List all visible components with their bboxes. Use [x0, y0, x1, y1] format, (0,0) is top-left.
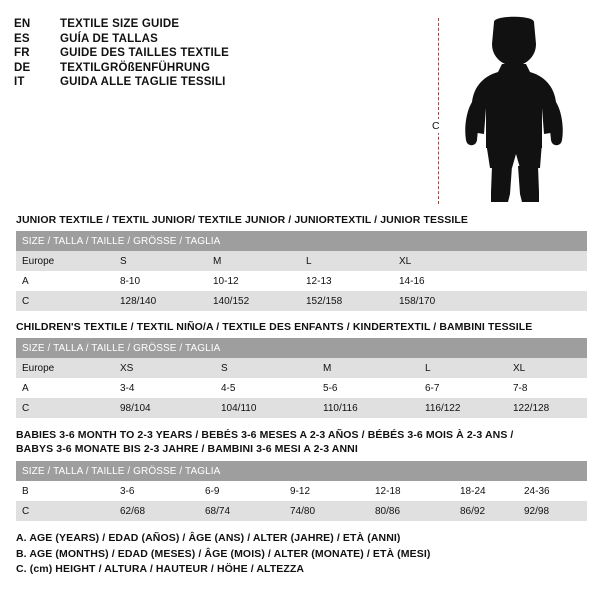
table-row [16, 358, 587, 378]
section-title-junior: JUNIOR TEXTILE / TEXTIL JUNIOR/ TEXTILE JUNIOR / JUNIORTEXTIL / JUNIOR TESSILE [16, 214, 468, 226]
cell: 62/68 [120, 501, 205, 521]
height-measure-figure [424, 14, 600, 209]
cell: 128/140 [120, 291, 213, 311]
cell: XL [399, 251, 492, 271]
legend-item-age-years: A. AGE (YEARS) / EDAD (AÑOS) / ÂGE (ANS) / ALTER (JAHRE) / ETÀ (ANNI) [16, 532, 401, 544]
table-header-label: SIZE / TALLA / TAILLE / GRÖSSE / TAGLIA [16, 461, 587, 481]
language-row [14, 18, 394, 30]
row-label: Europe [16, 251, 120, 271]
cell: 12-18 [375, 481, 460, 501]
row-label: A [16, 271, 120, 291]
section-title-children: CHILDREN'S TEXTILE / TEXTIL NIÑO/A / TEXTILE DES ENFANTS / KINDERTEXTIL / BAMBINI TESSILE [16, 321, 533, 333]
table-header-label: SIZE / TALLA / TAILLE / GRÖSSE / TAGLIA [16, 231, 587, 251]
cell: 104/110 [221, 398, 323, 418]
cell: 86/92 [460, 501, 524, 521]
table-row [16, 398, 587, 418]
cell: 14-16 [399, 271, 492, 291]
toddler-silhouette-icon [458, 16, 578, 206]
cell: XL [513, 358, 587, 378]
cell: S [120, 251, 213, 271]
cell: 98/104 [120, 398, 221, 418]
cell: 6-9 [205, 481, 290, 501]
language-code: DE [14, 61, 31, 74]
row-label: C [16, 501, 120, 521]
cell: 74/80 [290, 501, 375, 521]
table-header-row [16, 231, 587, 251]
cell: L [425, 358, 513, 378]
cell: 6-7 [425, 378, 513, 398]
cell: 5-6 [323, 378, 425, 398]
cell: 158/170 [399, 291, 492, 311]
language-code: IT [14, 76, 25, 88]
cell: 12-13 [306, 271, 399, 291]
height-measure-label: C [432, 120, 440, 132]
cell: 7-8 [513, 378, 587, 398]
height-guide-line [438, 18, 439, 204]
table-header-row [16, 338, 587, 358]
language-row [14, 47, 394, 59]
table-row [16, 501, 587, 521]
row-label: B [16, 481, 120, 501]
language-code: FR [14, 47, 30, 59]
section-title-babies-line1: BABIES 3-6 MONTH TO 2-3 YEARS / BEBÉS 3-6 MESES A 2-3 AÑOS / BÉBÉS 3-6 MOIS À 2-3 ANS / [16, 429, 514, 441]
cell: XS [120, 358, 221, 378]
language-row [14, 33, 394, 45]
cell [492, 291, 587, 311]
table-children [16, 338, 587, 418]
table-row [16, 251, 587, 271]
cell [492, 251, 587, 271]
cell: 116/122 [425, 398, 513, 418]
cell: 8-10 [120, 271, 213, 291]
table-row [16, 291, 587, 311]
language-row [14, 62, 394, 74]
row-label: C [16, 398, 120, 418]
cell: 10-12 [213, 271, 306, 291]
table-babies [16, 461, 587, 521]
figure-block [394, 14, 586, 214]
language-code: ES [14, 32, 30, 45]
cell: M [323, 358, 425, 378]
legend-item-height: C. (cm) HEIGHT / ALTURA / HAUTEUR / HÖHE / ALTEZZA [16, 563, 305, 575]
cell: 92/98 [524, 501, 587, 521]
table-header-row [16, 461, 587, 481]
legend-item-age-months: B. AGE (MONTHS) / EDAD (MESES) / ÂGE (MOIS) / ALTER (MONATE) / ETÀ (MESI) [16, 547, 431, 560]
cell: L [306, 251, 399, 271]
language-title: GUIDA ALLE TAGLIE TESSILI [60, 76, 226, 88]
cell: 18-24 [460, 481, 524, 501]
cell: 152/158 [306, 291, 399, 311]
cell: 24-36 [524, 481, 587, 501]
table-row [16, 378, 587, 398]
cell: 110/116 [323, 398, 425, 418]
language-title: TEXTILE SIZE GUIDE [60, 18, 180, 30]
header [14, 14, 586, 214]
language-row [14, 76, 394, 88]
language-title: GUÍA DE TALLAS [60, 32, 158, 45]
cell: 68/74 [205, 501, 290, 521]
cell: 80/86 [375, 501, 460, 521]
cell: 9-12 [290, 481, 375, 501]
row-label: Europe [16, 358, 120, 378]
table-junior [16, 231, 587, 311]
cell: 4-5 [221, 378, 323, 398]
section-title-babies-line2: BABYS 3-6 MONATE BIS 2-3 JAHRE / BAMBINI 3-6 MESI A 2-3 ANNI [16, 443, 358, 455]
table-row [16, 481, 587, 501]
cell: S [221, 358, 323, 378]
table-header-label: SIZE / TALLA / TAILLE / GRÖSSE / TAGLIA [16, 338, 587, 358]
cell: 122/128 [513, 398, 587, 418]
language-title-list [14, 14, 394, 91]
row-label: C [16, 291, 120, 311]
section-title-babies [16, 428, 586, 456]
cell [492, 271, 587, 291]
language-title: GUIDE DES TAILLES TEXTILE [60, 47, 229, 59]
row-label: A [16, 378, 120, 398]
cell: M [213, 251, 306, 271]
cell: 3-4 [120, 378, 221, 398]
cell: 140/152 [213, 291, 306, 311]
language-code: EN [14, 18, 31, 30]
cell: 3-6 [120, 481, 205, 501]
table-row [16, 271, 587, 291]
legend [16, 531, 586, 578]
language-title: TEXTILGRÖßENFÜHRUNG [60, 61, 211, 74]
